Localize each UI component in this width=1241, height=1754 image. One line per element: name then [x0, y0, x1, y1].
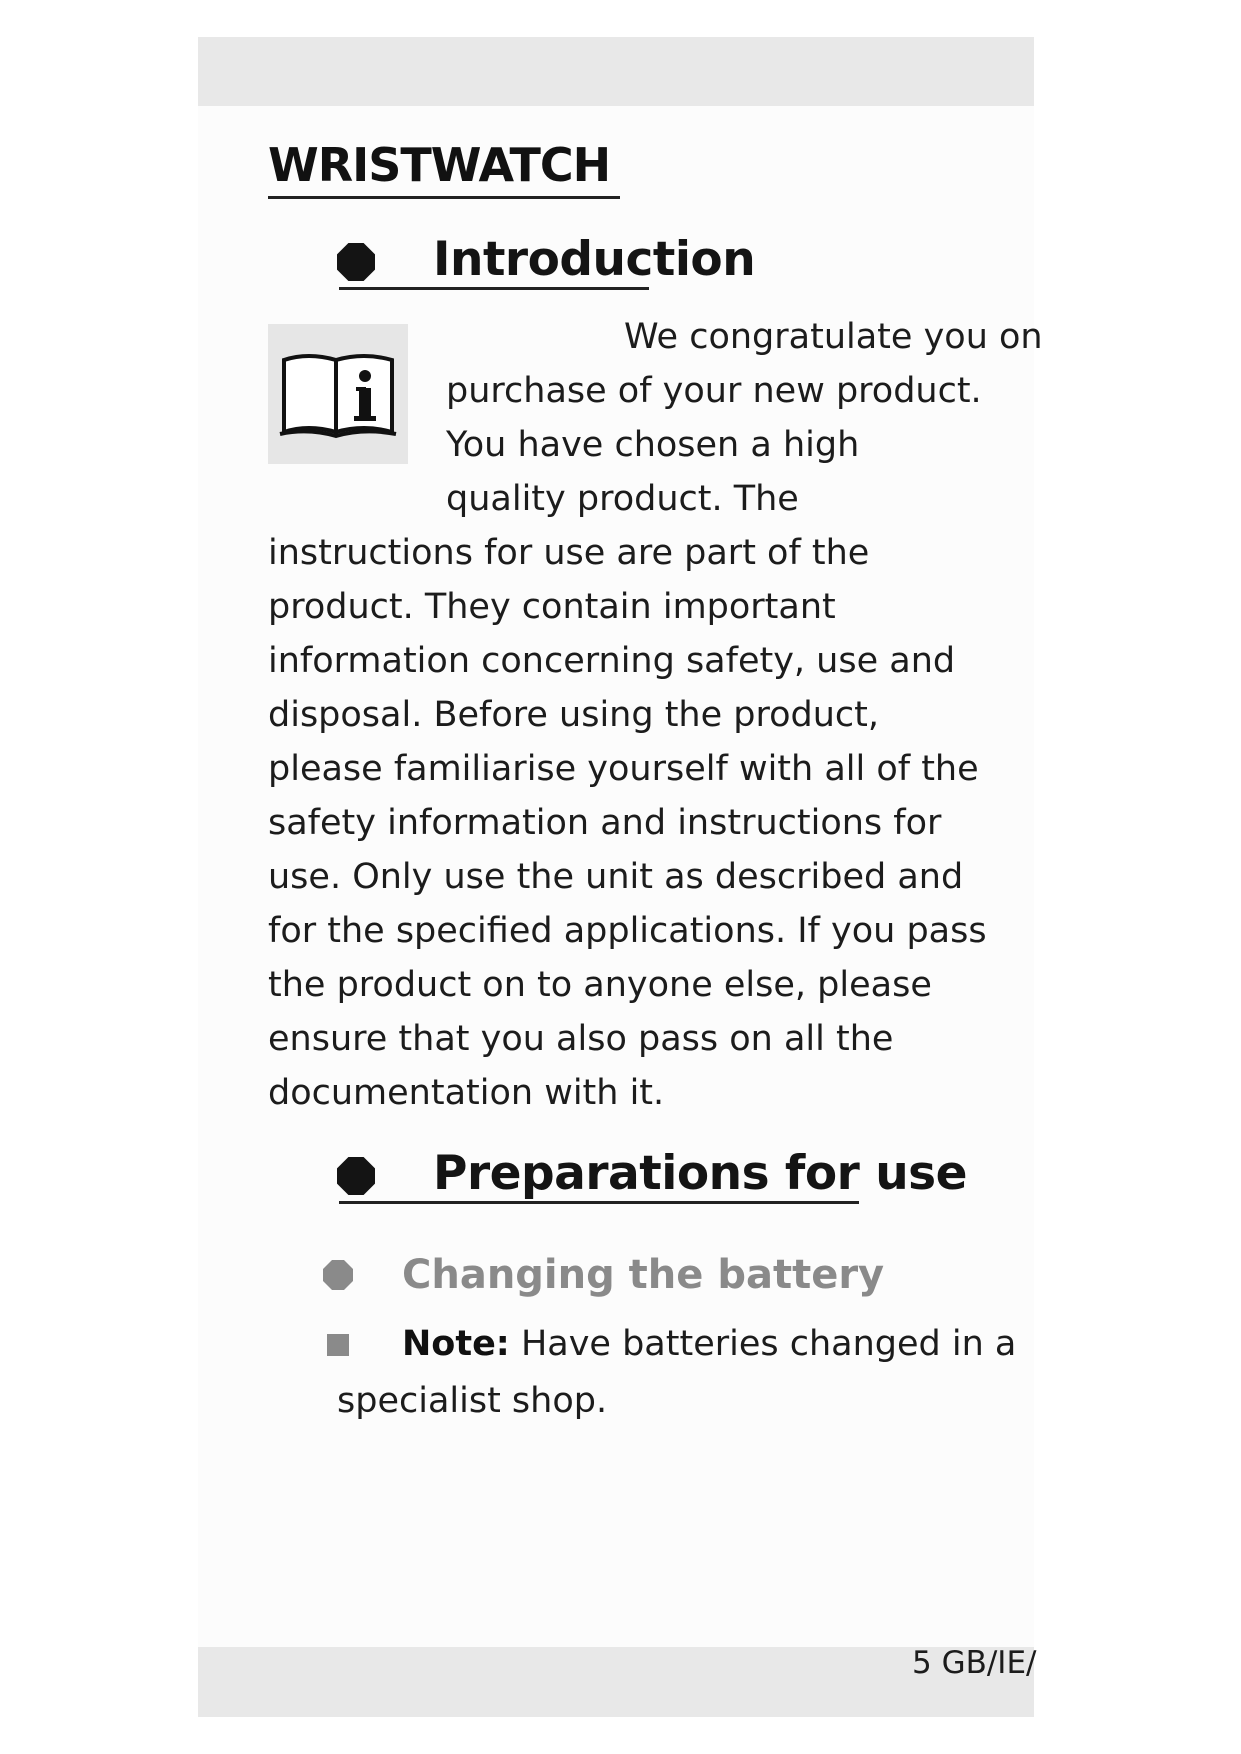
note-label: Note:	[402, 1324, 510, 1364]
page-number: 5 GB/IE/	[912, 1645, 1037, 1681]
title-underline	[268, 196, 620, 199]
introduction-underline	[339, 287, 649, 290]
body-line: quality product. The	[446, 479, 799, 519]
note-text-continued: specialist shop.	[337, 1381, 608, 1421]
introduction-heading: Introduction	[433, 232, 756, 287]
body-line: ensure that you also pass on all the	[268, 1019, 894, 1059]
body-line: documentation with it.	[268, 1073, 665, 1113]
preparations-heading: Preparations for use	[433, 1146, 968, 1201]
note-paragraph	[337, 1316, 1037, 1430]
changing-battery-subheading: Changing the battery	[402, 1252, 885, 1298]
body-line: purchase of your new product.	[446, 371, 982, 411]
body-line: We congratulate you on	[624, 317, 1043, 357]
body-line: You have chosen a high	[446, 425, 860, 465]
body-line: use. Only use the unit as described and	[268, 857, 964, 897]
footer-band	[198, 1645, 1037, 1717]
section-bullet-icon	[337, 243, 375, 281]
body-line: instructions for use are part of the	[268, 533, 870, 573]
body-line: for the specified applications. If you pass	[268, 911, 987, 951]
header-band	[198, 37, 1034, 106]
subsection-bullet-icon	[323, 1260, 353, 1290]
body-line: the product on to anyone else, please	[268, 965, 932, 1005]
body-line: disposal. Before using the product,	[268, 695, 879, 735]
note-text: Have batteries changed in a	[520, 1324, 1017, 1364]
body-line: information concerning safety, use and	[268, 641, 956, 681]
preparations-underline	[339, 1201, 859, 1204]
body-line: product. They contain important	[268, 587, 836, 627]
body-line: safety information and instructions for	[268, 803, 942, 843]
document-title: WRISTWATCH	[268, 138, 611, 192]
introduction-body	[268, 310, 1048, 1120]
body-line: please familiarise yourself with all of the	[268, 749, 979, 789]
